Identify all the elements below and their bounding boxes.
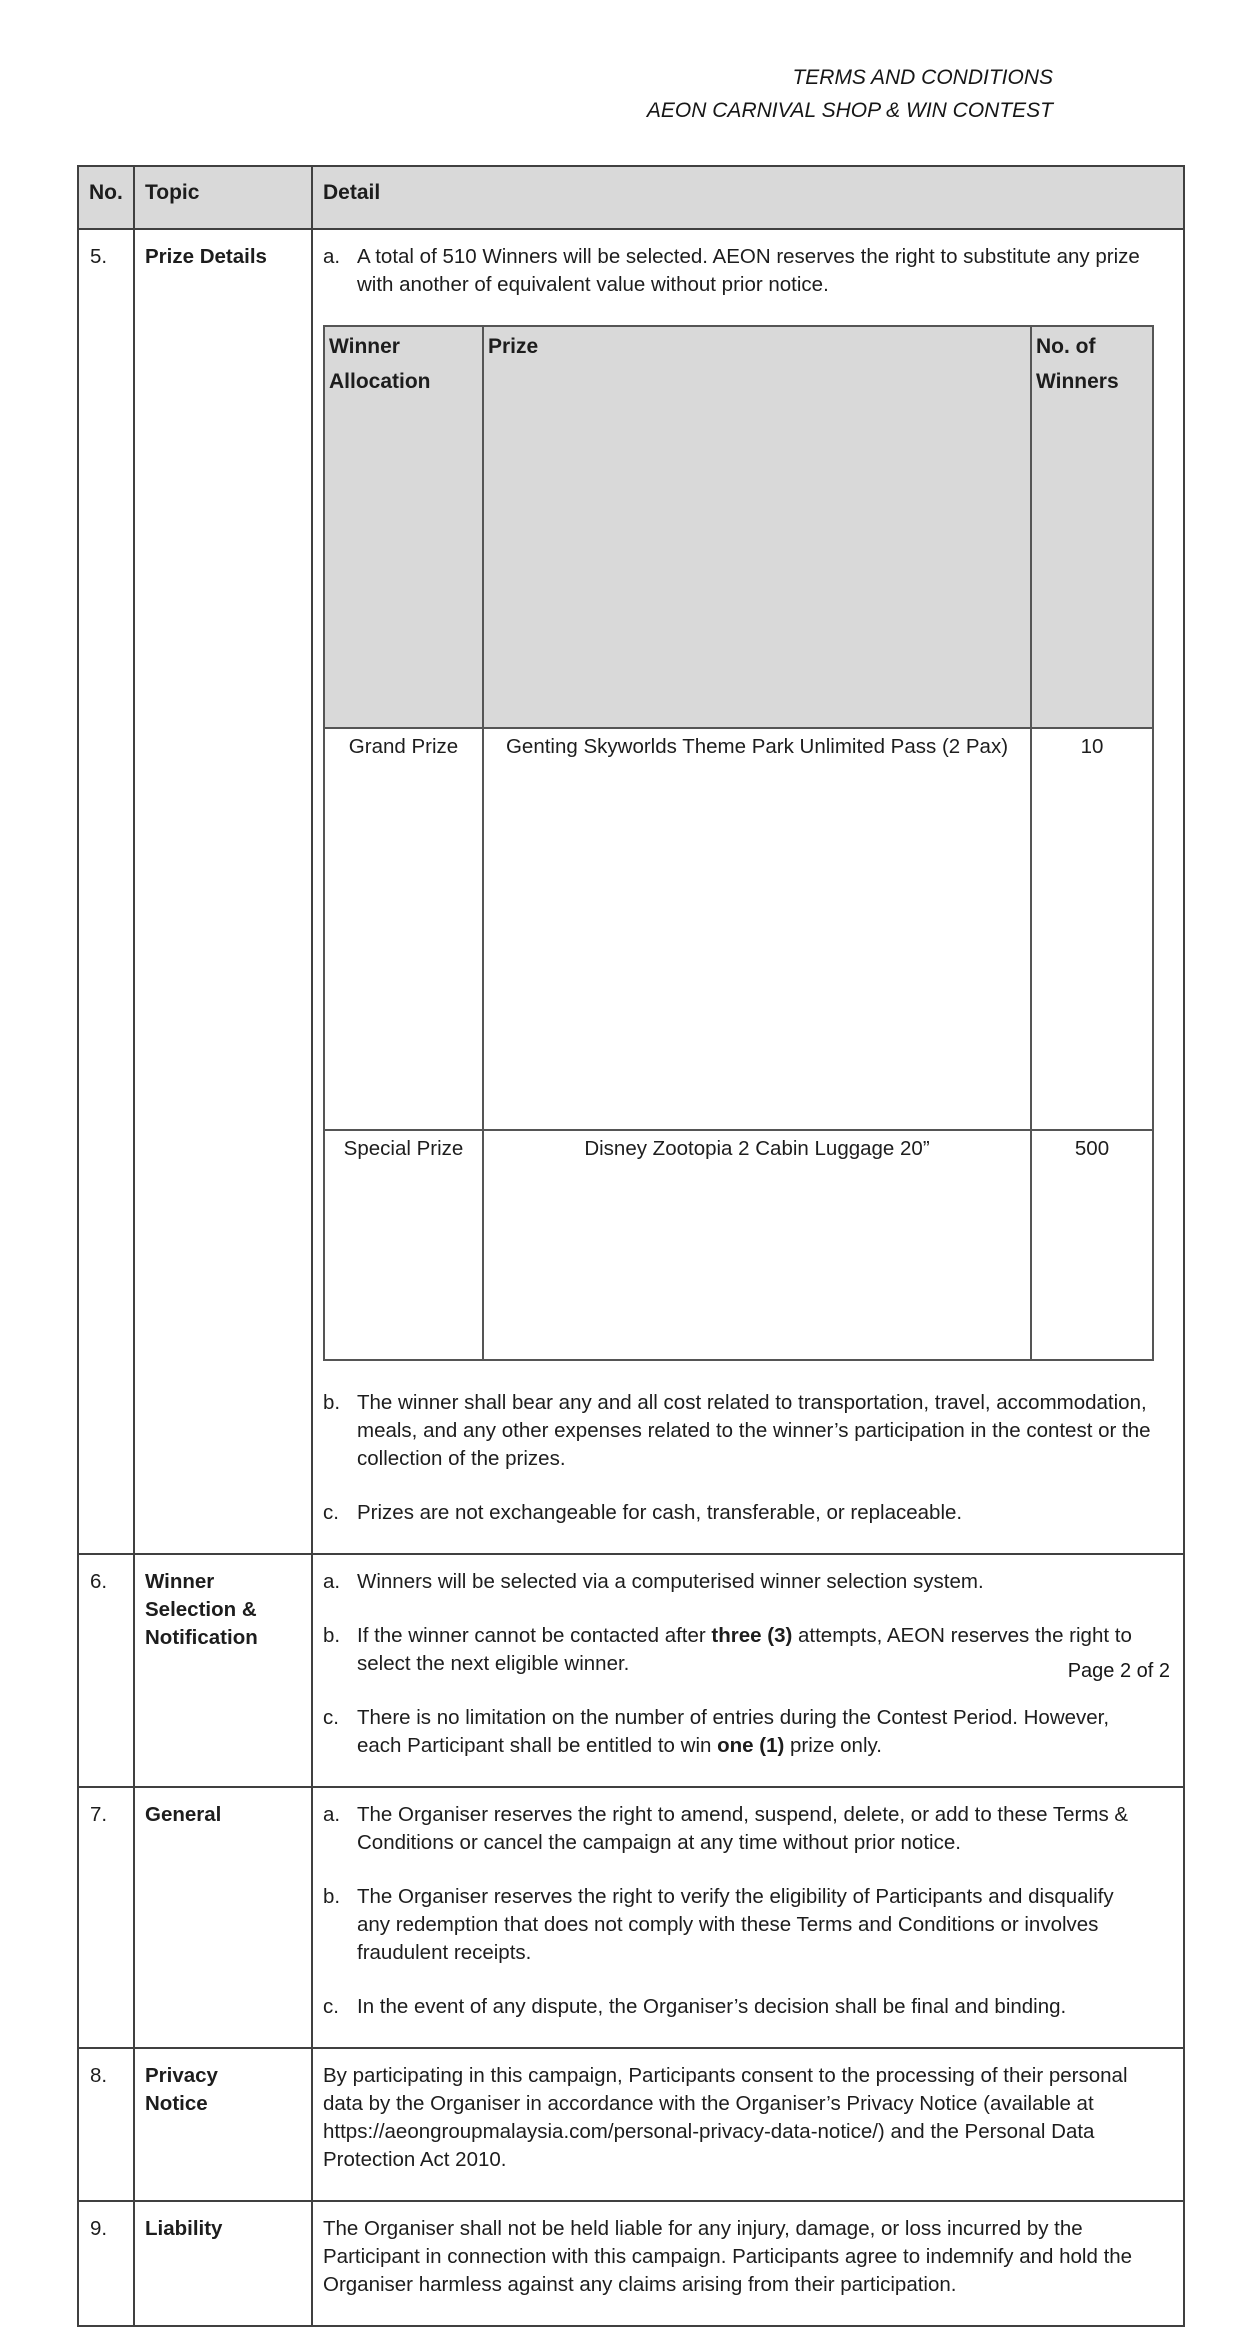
table-row	[78, 1554, 1184, 1787]
terms-table	[77, 165, 1185, 2327]
text-segment: The Organiser shall not be held liable for any injury, damage, or loss incurred by the Participant in connection with this campaign. Participants agree to indemnify and hold the Organiser harmless against any claims arising from their participation.	[323, 2217, 1133, 2296]
row-number-cell: 5.	[78, 229, 134, 1554]
page-number: Page 2 of 2	[1067, 1660, 1170, 1682]
list-item-text	[357, 1389, 1151, 1473]
detail-cell	[312, 229, 1184, 1554]
text-segment: A total of 510 Winners will be selected. AEON reserves the right to substitute any prize with another of equivalent value without prior notice.	[357, 245, 1140, 296]
prize-column-header: No. of Winners	[1031, 326, 1153, 728]
document-title	[647, 61, 1053, 127]
list-item-text	[357, 1568, 1151, 1596]
column-header-detail: Detail	[312, 166, 1184, 229]
row-number-cell: 6.	[78, 1554, 134, 1787]
list-item-text	[357, 243, 1151, 299]
prize-cell: 10	[1031, 728, 1153, 1130]
detail-cell	[312, 1554, 1184, 1787]
table-row	[78, 2201, 1184, 2326]
bold-text: three (3)	[711, 1624, 793, 1647]
paragraph	[323, 2062, 1155, 2174]
prize-column-header: Prize	[483, 326, 1031, 728]
list-item-text	[357, 1883, 1151, 1967]
row-number-cell: 9.	[78, 2201, 134, 2326]
table-row	[78, 2048, 1184, 2201]
text-segment: By participating in this campaign, Participants consent to the processing of their personal data by the Organiser in accordance with the Organiser’s Privacy Notice (available at https://aeongroupmalaysia.com/personal-privacy-data-notice/) and the Personal Data Protection Act 2010.	[323, 2064, 1128, 2171]
list-marker: a.	[323, 1803, 341, 1826]
list-marker: c.	[323, 1501, 339, 1524]
prize-column-header: Winner Allocation	[324, 326, 483, 728]
text-segment: The Organiser reserves the right to amend, suspend, delete, or add to these Terms & Conditions or cancel the campaign at any time without prior notice.	[357, 1803, 1129, 1854]
text-segment: The Organiser reserves the right to verify the eligibility of Participants and disqualify any redemption that does not comply with these Terms and Conditions or involves fraudulent receipts.	[357, 1885, 1114, 1964]
bold-text: one (1)	[717, 1734, 785, 1757]
terms-table-header-row	[78, 166, 1184, 229]
row-number-cell: 7.	[78, 1787, 134, 2048]
prize-cell: Grand Prize	[324, 728, 483, 1130]
table-row	[78, 1787, 1184, 2048]
row-number-cell: 8.	[78, 2048, 134, 2201]
list-item	[323, 243, 1169, 299]
list-marker: a.	[323, 245, 341, 268]
detail-cell	[312, 2201, 1184, 2326]
list-item	[323, 1883, 1169, 1967]
prize-cell: 500	[1031, 1130, 1153, 1360]
list-item-text	[357, 1622, 1151, 1678]
paragraph	[323, 2215, 1155, 2299]
list-item	[323, 1622, 1169, 1678]
list-marker: c.	[323, 1995, 339, 2018]
list-item-text	[357, 1801, 1151, 1857]
prize-cell: Genting Skyworlds Theme Park Unlimited Pass (2 Pax)	[483, 728, 1031, 1130]
text-segment: Winners will be selected via a computerised winner selection system.	[357, 1570, 984, 1593]
column-header-no: No.	[78, 166, 134, 229]
text-segment: The winner shall bear any and all cost related to transportation, travel, accommodation, meals, and any other expenses related to the winner’s participation in the contest or the collection of the prizes.	[357, 1391, 1151, 1470]
document-title-line1: TERMS AND CONDITIONS	[792, 66, 1053, 89]
column-header-topic: Topic	[134, 166, 312, 229]
text-segment: In the event of any dispute, the Organiser’s decision shall be final and binding.	[357, 1995, 1067, 2018]
text-segment: attempts, AEON reserves the right to select the next eligible winner.	[357, 1624, 1132, 1675]
prize-allocation-table	[323, 325, 1154, 1361]
list-item-text	[357, 1499, 1151, 1527]
list-item	[323, 1568, 1169, 1596]
list-item	[323, 1499, 1169, 1527]
prize-row	[324, 728, 1153, 1130]
topic-cell: General	[134, 1787, 312, 2048]
prize-cell: Special Prize	[324, 1130, 483, 1360]
list-item	[323, 1801, 1169, 1857]
detail-cell	[312, 2048, 1184, 2201]
prize-table-header-row	[324, 326, 1153, 728]
list-item	[323, 1993, 1169, 2021]
list-marker: b.	[323, 1624, 341, 1647]
topic-cell: Prize Details	[134, 229, 312, 1554]
topic-cell: Privacy Notice	[134, 2048, 312, 2201]
list-marker: a.	[323, 1570, 341, 1593]
list-item-text	[357, 1704, 1151, 1760]
topic-cell: Liability	[134, 2201, 312, 2326]
topic-cell: Winner Selection & Notification	[134, 1554, 312, 1787]
table-row	[78, 229, 1184, 1554]
list-item	[323, 1389, 1169, 1473]
list-marker: b.	[323, 1391, 341, 1414]
document-title-line2: AEON CARNIVAL SHOP & WIN CONTEST	[646, 99, 1053, 122]
list-item-text	[357, 1993, 1151, 2021]
text-segment: Prizes are not exchangeable for cash, transferable, or replaceable.	[357, 1501, 963, 1524]
list-marker: c.	[323, 1706, 339, 1729]
text-segment: If the winner cannot be contacted after	[357, 1624, 712, 1647]
list-item	[323, 1704, 1169, 1760]
prize-row	[324, 1130, 1153, 1360]
text-segment: prize only.	[784, 1734, 882, 1757]
detail-cell	[312, 1787, 1184, 2048]
prize-cell: Disney Zootopia 2 Cabin Luggage 20”	[483, 1130, 1031, 1360]
list-marker: b.	[323, 1885, 341, 1908]
text-segment: There is no limitation on the number of entries during the Contest Period. However, each Participant shall be entitled to win	[357, 1706, 1110, 1757]
